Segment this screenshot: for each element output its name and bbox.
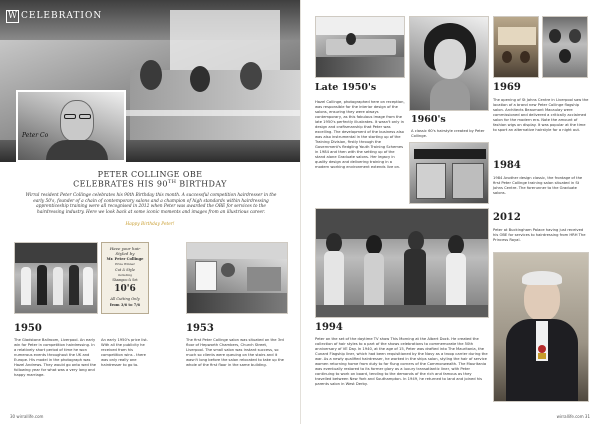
headline-line-1: PETER COLLINGE OBE (97, 170, 203, 179)
poster-line-5: Cut & Style (114, 268, 135, 272)
tv-set-photo (315, 208, 489, 318)
sixties-hairstyle-photo (409, 16, 489, 111)
caption-1960s: A classic 60's hairstyle created by Peter Collinge. (411, 129, 485, 138)
poster-line-7: Shampoo & Set (112, 278, 138, 282)
year-1950: 1950 (14, 323, 42, 334)
text-1969: The opening of St Johns Centre in Liverpool saw the location of a brand new Peter Collinge flagship salon. Architects Beaumont Macaulay were commissioned and delivered a critically acclaimed salon for the modern era. Note the amount of fashion wigs on display. It was popular at the time to sport an alternative hairstyle for a night out. (493, 98, 589, 132)
st-johns-salon-photo (493, 16, 539, 78)
headline (0, 170, 300, 189)
poster-line-8: 10'6 (114, 284, 136, 294)
poster-line-9: All Cutting Only (110, 297, 140, 301)
year-1953: 1953 (186, 323, 214, 334)
poster-line-2: Styled by (115, 251, 135, 256)
obe-photo (493, 252, 589, 402)
reception-photo (315, 16, 405, 78)
text-late-1950s: Hazel Collinge, photographed here on reception, was responsible for the interior design of the salons, ensuring they were always contemporary, as this fabulous image from the late 1950's perfectly illustrates. It wasn't only in design and craftsmanship that Peter was excelling. The development of the business also was also instrumental in the starting up of the Training Division, firstly through the Government's fledgling Youth Training Schemes in 1984 and then with the setting up of the stand alone Graduate salons. Her legacy in quality design and delivering training in a modern working environment extends live on. (315, 100, 405, 169)
year-1984: 1984 (493, 160, 521, 171)
text-1984: 1984 Another design classic, the frontage of the first Peter Collinge training salon situated in St Johns Centre. The forerunner to the Graduate salons. (493, 176, 583, 195)
poster-line-4: Prize Winner (115, 262, 135, 266)
text-1953: The first Peter Collinge salon was situated on the 3rd floor of Hepworth Chambers, Church Street, Liverpool. The small salon was instant success, so much so clients were queuing on the stairs and it wasn't long before the salon relocated to take up the whole of the first floor in the same building. (186, 338, 284, 367)
poster-line-3: Mr. Peter Collinge (106, 257, 144, 261)
footer-right: wirrallife.com 31 (556, 414, 590, 419)
year-1960s: 1960's (411, 114, 446, 125)
year-1969: 1969 (493, 82, 521, 93)
portrait-photo (16, 90, 126, 162)
year-late-1950s: Late 1950's (315, 82, 377, 93)
text-1950: The Gladstone Ballroom, Liverpool. An early win for Peter in competition hairdressing. In a relatively short period of time he won numerous events throughout the UK and Europe. His model in the photograph was Hazel Andrews. They would go onto wed the following year for what was a very long and happy marriage. (14, 338, 97, 377)
section-letter: W (7, 11, 18, 21)
footer-left: 30 wirrallife.com (10, 414, 44, 419)
training-salon-frontage-photo (409, 142, 489, 204)
wig-display-photo (542, 16, 588, 78)
poster-line-1: Have your hair (109, 246, 141, 251)
text-2012: Peter at Buckingham Palace having just received his OBE for services to hairdressing from HRH The Princess Royal. (493, 228, 586, 242)
caption-price-list: An early 1950's price list. With all the publicity he received from his competition wins - there was only really one hairdresser to go to. (101, 338, 148, 367)
year-2012: 2012 (493, 212, 521, 223)
price-list-poster (101, 242, 149, 314)
intro-paragraph: Wirral resident Peter Collinge celebrates his 90th Birthday this month. A successful competition hairdresser in the early 50's, founder of a chain of contemporary salons and a champion of high standards within hairdressing apprenticeship training were all recognised in 2012 when Peter was awarded the OBE for services to the hairdressing industry. Here we look back at some iconic moments and images from an illustrious career. (25, 193, 277, 215)
first-salon-photo (186, 242, 288, 314)
section-tab (6, 9, 102, 23)
ballroom-photo (14, 242, 98, 314)
headline-line-2: CELEBRATES HIS 90TH BIRTHDAY (73, 179, 227, 189)
text-1994: Peter on the set of the daytime TV show This Morning at the Albert Dock. He created the collection of hair styles to a part of the shows celebrations to commemorate the 50th anniversary of VE Day. In 1940, at the age of 15, Peter was drafted into The Mauritania, the Cunard Flagship liner, which had been requisitioned by the Navy as a troop carrier during the war. As a newly qualified hairdresser, he worked in the ships salon, styling the hair of service women returning home from duty to far flung corners of the Commonwealth. The Mauritania was eventually restored to its former glory as a luxury transatlantic liner, with Peter continuing to work on board, tending to the demands of the rich and famous as they travelled between New York and Southampton. In 1949, he returned to land and joined his parents salon in West Derby. (315, 337, 488, 386)
right-page (300, 0, 600, 424)
salon-sign: Peter Co (22, 132, 49, 139)
year-1994: 1994 (315, 322, 343, 333)
poster-line-10: from 3/6 to 7/6 (109, 303, 141, 307)
signoff: Happy Birthday Peter! (125, 222, 175, 227)
section-title: CELEBRATION (21, 11, 103, 21)
poster-line-6: including (117, 273, 133, 277)
